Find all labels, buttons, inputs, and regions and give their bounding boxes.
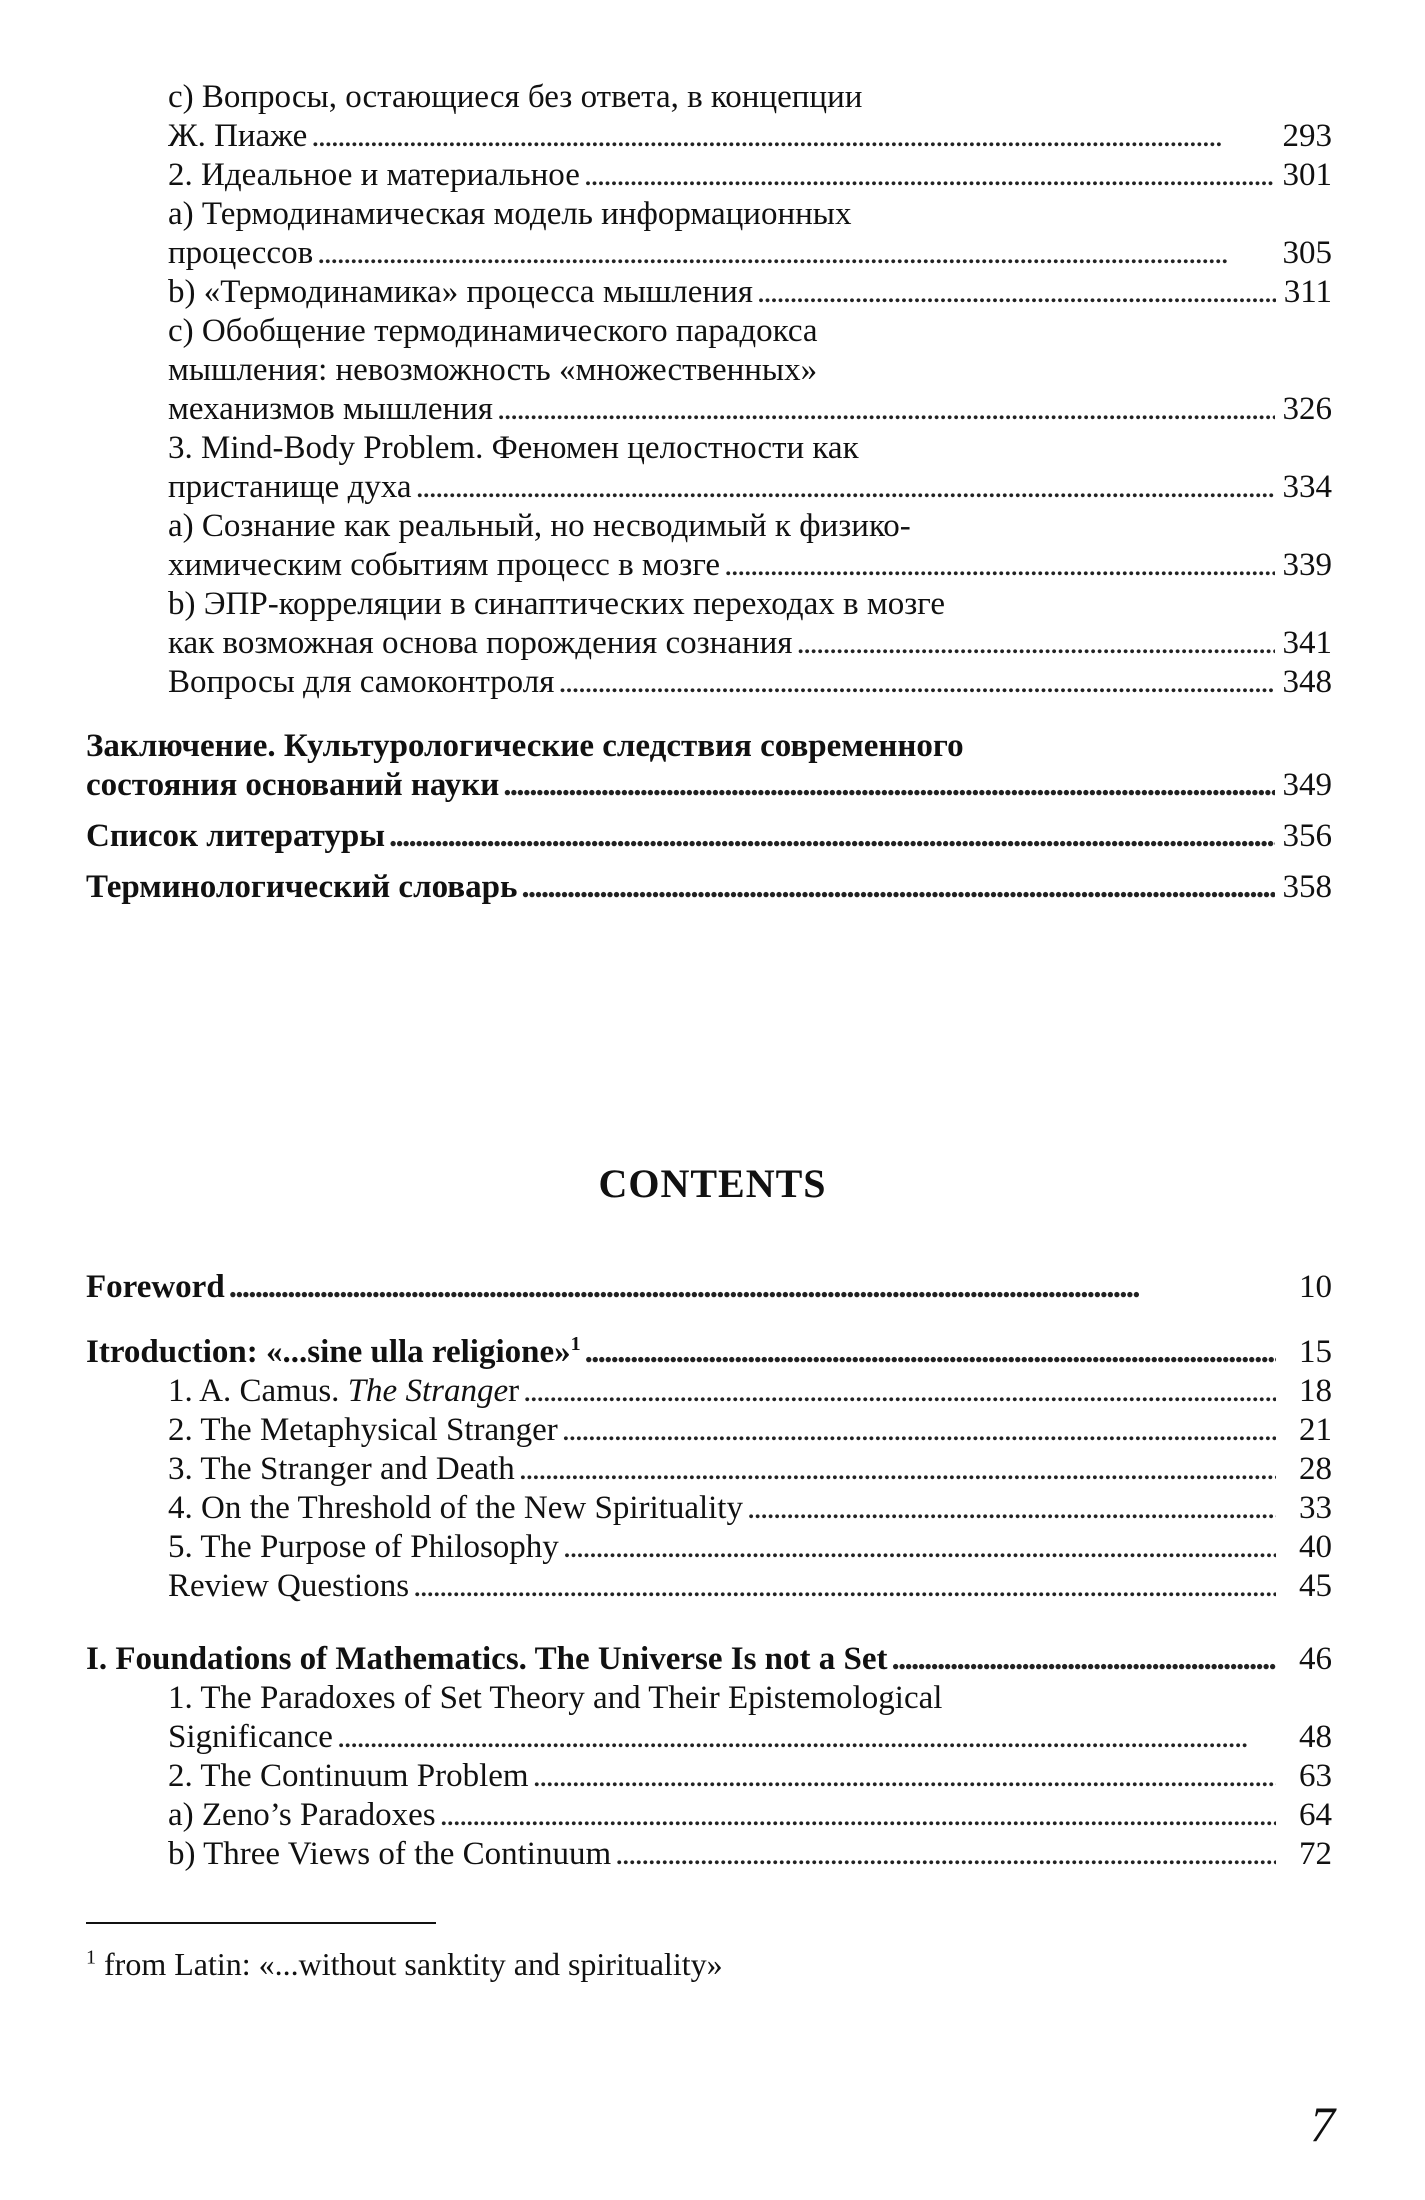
toc-line: мышления: невозможность «множественных» — [168, 352, 818, 388]
page-ref: 358 — [1282, 869, 1332, 905]
russian-toc — [86, 78, 1332, 702]
page-ref: 326 — [1282, 391, 1332, 427]
toc-entry-chapter-1: I. Foundations of Mathematics. The Universe Is not a Set . . . 46 — [86, 1640, 1332, 1679]
toc-entry: химическим событиям процесс в мозге . . . 339 — [86, 546, 1332, 585]
footnote-divider — [86, 1922, 436, 1924]
page-ref: 349 — [1282, 767, 1332, 803]
page-ref: 28 — [1299, 1451, 1332, 1487]
page-ref: 334 — [1282, 469, 1332, 505]
toc-line: а) Термодинамическая модель информационных — [168, 196, 852, 232]
toc-line: 3. Mind-Body Problem. Феномен целостности как — [168, 430, 859, 466]
toc-entry-conclusion: состояния оснований науки . . . 349 — [86, 766, 1332, 805]
page-ref: 293 — [1282, 118, 1332, 154]
toc-line: с) Обобщение термодинамического парадокса — [168, 313, 818, 349]
russian-toc-tail — [86, 727, 1332, 907]
toc-entry: механизмов мышления . . . 326 — [86, 390, 1332, 429]
toc-entry: пристанище духа . . . 334 — [86, 468, 1332, 507]
footnote-ref: 1 — [570, 1333, 581, 1355]
toc-entry: Significance . . . 48 — [86, 1718, 1332, 1757]
toc-entry: процессов . . . 305 — [86, 234, 1332, 273]
conclusion-title: Заключение. Культурологические следствия современного — [86, 728, 964, 764]
page-ref: 33 — [1299, 1490, 1332, 1526]
page-ref: 348 — [1282, 664, 1332, 700]
page-ref: 72 — [1299, 1836, 1332, 1872]
page-ref: 18 — [1299, 1373, 1332, 1409]
toc-entry: a) Zeno’s Paradoxes . . . 64 — [86, 1796, 1332, 1835]
toc-entry: Ж. Пиаже . . . 293 — [86, 117, 1332, 156]
page-ref: 356 — [1282, 818, 1332, 854]
toc-entry-literature: Список литературы . . . 356 — [86, 817, 1332, 856]
toc-line: с) Вопросы, остающиеся без ответа, в концепции — [168, 79, 863, 115]
page-ref: 46 — [1299, 1641, 1332, 1677]
footnote-marker: 1 — [86, 1946, 96, 1969]
toc-entry-glossary: Терминологический словарь . . . 358 — [86, 868, 1332, 907]
toc-entry: 4. On the Threshold of the New Spirituality . . . 33 — [86, 1489, 1332, 1528]
page-ref: 45 — [1299, 1568, 1332, 1604]
toc-entry: 5. The Purpose of Philosophy . . . 40 — [86, 1528, 1332, 1567]
toc-entry: как возможная основа порождения сознания . . . 341 — [86, 624, 1332, 663]
footnote-text: from Latin: «...without sanktity and spirituality» — [96, 1946, 723, 1982]
page-ref: 48 — [1299, 1719, 1332, 1755]
toc-entry: 2. The Continuum Problem . . . 63 — [86, 1757, 1332, 1796]
footnote — [86, 1944, 723, 1984]
page-ref: 40 — [1299, 1529, 1332, 1565]
english-toc — [86, 1268, 1332, 1874]
page-ref: 63 — [1299, 1758, 1332, 1794]
toc-entry: 3. The Stranger and Death . . . 28 — [86, 1450, 1332, 1489]
page-ref: 15 — [1299, 1334, 1332, 1370]
toc-entry: 2. Идеальное и материальное . . . 301 — [86, 156, 1332, 195]
page-number: 7 — [1310, 2096, 1335, 2152]
toc-entry: b) Three Views of the Continuum . . . 72 — [86, 1835, 1332, 1874]
toc-entry: b) «Термодинамика» процесса мышления . . . 311 — [86, 273, 1332, 312]
page-ref: 341 — [1282, 625, 1332, 661]
page-ref: 305 — [1282, 235, 1332, 271]
toc-entry: Вопросы для самоконтроля . . . 348 — [86, 663, 1332, 702]
toc-entry: 2. The Metaphysical Stranger . . . 21 — [86, 1411, 1332, 1450]
toc-line: а) Сознание как реальный, но несводимый к физико- — [168, 508, 911, 544]
page-ref: 21 — [1299, 1412, 1332, 1448]
toc-entry-introduction: Itroduction: «...sine ulla religione»$^1$ . . . 15 — [86, 1333, 1332, 1372]
toc-entry: 1. A. Camus. The Stranger . . . 18 — [86, 1372, 1332, 1411]
page-ref: 64 — [1299, 1797, 1332, 1833]
toc-entry-foreword: Foreword . . . 10 — [86, 1268, 1332, 1307]
page-ref: 311 — [1283, 274, 1332, 310]
toc-entry: Review Questions . . . 45 — [86, 1567, 1332, 1606]
page-ref: 339 — [1282, 547, 1332, 583]
toc-line: 1. The Paradoxes of Set Theory and Their Epistemological — [168, 1680, 943, 1716]
toc-line: b) ЭПР-корреляции в синаптических переходах в мозге — [168, 586, 945, 622]
page-ref: 10 — [1299, 1269, 1332, 1305]
contents-heading: CONTENTS — [598, 1161, 827, 1206]
page-ref: 301 — [1282, 157, 1332, 193]
